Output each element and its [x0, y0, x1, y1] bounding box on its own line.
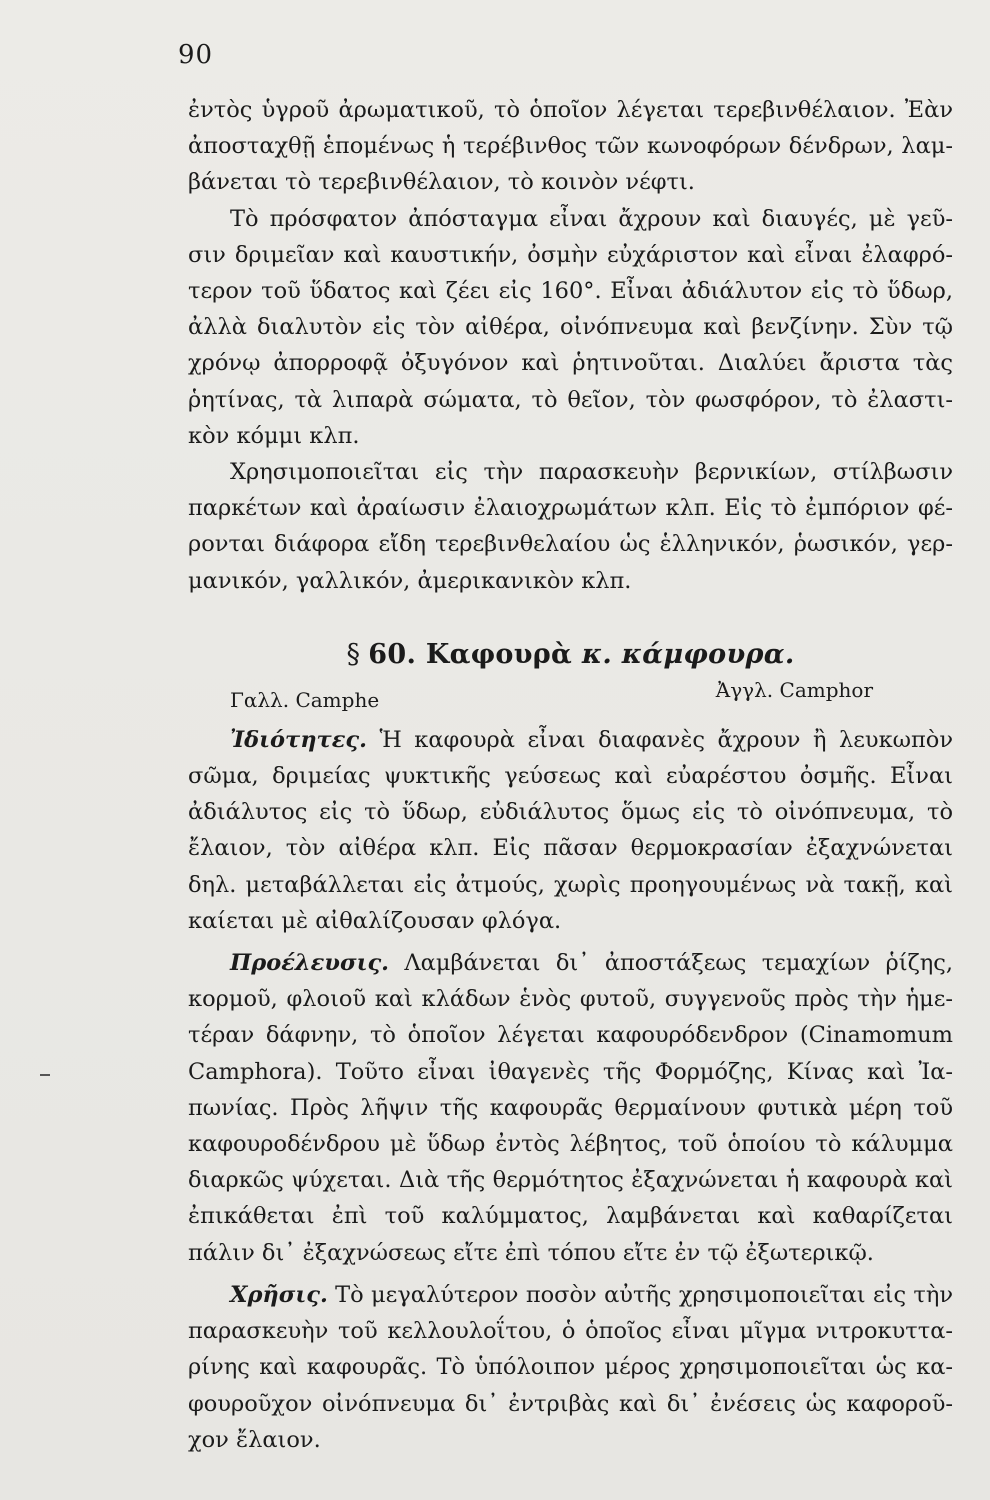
lead-properties: Ἰδιότητες. — [230, 726, 367, 753]
section-number: 60. — [368, 638, 417, 670]
section-title-tail: κ. κάμφουρα. — [581, 638, 795, 670]
text-line: παρκέτων καὶ ἀραίωσιν ἐλαιοχρωμάτων κλπ. Εἰς τὸ ἐμπόριον φέ- — [188, 495, 953, 522]
paragraph-1 — [188, 92, 953, 201]
paragraph-origin — [188, 945, 953, 1271]
text-line: Camphora). Τοῦτο εἶναι ἰθαγενὲς τῆς Φορμόζης, Κίνας καὶ Ἰα- — [188, 1058, 953, 1085]
lead-use: Χρῆσις. — [230, 1281, 328, 1308]
section-title: Καφουρὰ — [425, 638, 573, 670]
text-line: ἀλλὰ διαλυτὸν εἰς τὸν αἰθέρα, οἰνόπνευμα καὶ βενζίνην. Σὺν τῷ — [188, 314, 953, 341]
text-line: χον ἔλαιον. — [188, 1426, 321, 1453]
text-line: ἔλαιον, τὸν αἰθέρα κλπ. Εἰς πᾶσαν θερμοκρασίαν ἐξαχνώνεται — [188, 835, 953, 862]
text-line: Λαμβάνεται δι᾽ ἀποστάξεως τεμαχίων ῥίζης, — [404, 950, 953, 977]
text-line: ἐντὸς ὑγροῦ ἀρωματικοῦ, τὸ ὁποῖον λέγεται τερεβινθέλαιον. Ἐὰν — [188, 97, 953, 123]
text-line: δηλ. μεταβάλλεται εἰς ἀτμούς, χωρὶς προηγουμένως νὰ τακῇ, καὶ — [188, 871, 953, 898]
text-line: σιν δριμεῖαν καὶ καυστικήν, ὀσμὴν εὐχάριστον καὶ εἶναι ἐλαφρό- — [188, 241, 953, 268]
text-line: ἀδιάλυτος εἰς τὸ ὕδωρ, εὐδιάλυτος ὅμως εἰς τὸ οἰνόπνευμα, τὸ — [188, 799, 953, 826]
text-line: ρίνης καὶ καφουρᾶς. Τὸ ὑπόλοιπον μέρος χρησιμοποιεῖται ὡς κα- — [188, 1354, 953, 1381]
text-line: καίεται μὲ αἰθαλίζουσαν φλόγα. — [188, 907, 562, 934]
text-line: ἀποσταχθῇ ἑπομένως ἡ τερέβινθος τῶν κωνοφόρων δένδρων, λαμ- — [188, 133, 953, 160]
paragraph-use — [188, 1277, 953, 1458]
text-line: κὸν κόμμι κλπ. — [188, 422, 360, 449]
text-line: φουροῦχον οἰνόπνευμα δι᾽ ἐντριβὰς καὶ δι᾽ ἐνέσεις ὡς καφοροῦ- — [188, 1390, 953, 1417]
paragraph-properties — [188, 722, 953, 939]
margin-mark — [40, 1074, 50, 1076]
foreign-names — [188, 678, 953, 722]
french-name: Γαλλ. Camphe — [230, 687, 380, 712]
lead-origin: Προέλευσις. — [230, 950, 389, 977]
text-line: μανικόν, γαλλικόν, ἀμερικανικὸν κλπ. — [188, 567, 632, 594]
paragraph-3 — [188, 454, 953, 599]
text-line: Ἡ καφουρὰ εἶναι διαφανὲς ἄχρουν ἢ λευκωπὸν — [379, 726, 954, 753]
page-number: 90 — [178, 40, 214, 70]
text-line: καὶ ἐπικάθεται ἐπὶ τοῦ καλύμματος, λαμβάνεται καὶ καθαρίζεται — [188, 1167, 953, 1230]
section-symbol: § — [346, 638, 361, 670]
section-heading — [188, 639, 953, 670]
text-line: πάλιν δι᾽ ἐξαχνώσεως εἴτε ἐπὶ τόπου εἴτε ἐν τῷ ἐξωτερικῷ. — [188, 1239, 874, 1266]
text-line: κορμοῦ, φλοιοῦ καὶ κλάδων ἑνὸς φυτοῦ, συγγενοῦς πρὸς τὴν ἡμε- — [188, 986, 953, 1013]
text-line: τερον τοῦ ὕδατος καὶ ζέει εἰς 160°. Εἶναι ἀδιάλυτον εἰς τὸ ὕδωρ, — [188, 278, 953, 305]
english-name: Ἀγγλ. Camphor — [715, 677, 873, 702]
text-line: πωνίας. Πρὸς λῆψιν τῆς καφουρᾶς θερμαίνουν φυτικὰ μέρη τοῦ — [188, 1094, 953, 1121]
text-line: ρονται διάφορα εἴδη τερεβινθελαίου ὡς ἑλληνικόν, ῥωσικόν, γερ- — [188, 531, 953, 558]
text-line: σῶμα, δριμείας ψυκτικῆς γεύσεως καὶ εὐαρέστου ὀσμῆς. Εἶναι — [188, 763, 953, 790]
text-line: παρασκευὴν τοῦ κελλουλοΐτου, ὁ ὁποῖος εἶναι μῖγμα νιτροκυττα- — [188, 1318, 953, 1345]
paragraph-2 — [188, 201, 953, 454]
text-line: Τὸ πρόσφατον ἀπόσταγμα εἶναι ἄχρουν καὶ διαυγές, μὲ γεῦ- — [230, 205, 953, 232]
text-line: Τὸ μεγαλύτερον ποσὸν αὐτῆς χρησιμοποιεῖται εἰς τὴν — [335, 1281, 953, 1308]
text-line: βάνεται τὸ τερεβινθέλαιον, τὸ κοινὸν νέφτι. — [188, 169, 695, 196]
text-line: Χρησιμοποιεῖται εἰς τὴν παρασκευὴν βερνικίων, στίλβωσιν — [230, 459, 953, 486]
text-line: καφουροδένδρου μὲ ὕδωρ ἐντὸς λέβητος, τοῦ ὁποίου τὸ κάλυμμα — [188, 1131, 953, 1158]
text-line: χρόνῳ ἀπορροφᾷ ὀξυγόνον καὶ ῥητινοῦται. Διαλύει ἄριστα τὰς — [188, 350, 953, 377]
text-line: διαρκῶς ψύχεται. Διὰ τῆς θερμότητος ἐξαχνώνεται ἡ καφουρὰ — [188, 1167, 915, 1194]
text-line: τέραν δάφνην, τὸ ὁποῖον λέγεται καφουρόδενδρον (Cinamomum — [188, 1022, 953, 1049]
text-line: ῥητίνας, τὰ λιπαρὰ σώματα, τὸ θεῖον, τὸν φωσφόρον, τὸ ἐλαστι- — [188, 386, 953, 413]
page-content — [188, 92, 953, 1458]
